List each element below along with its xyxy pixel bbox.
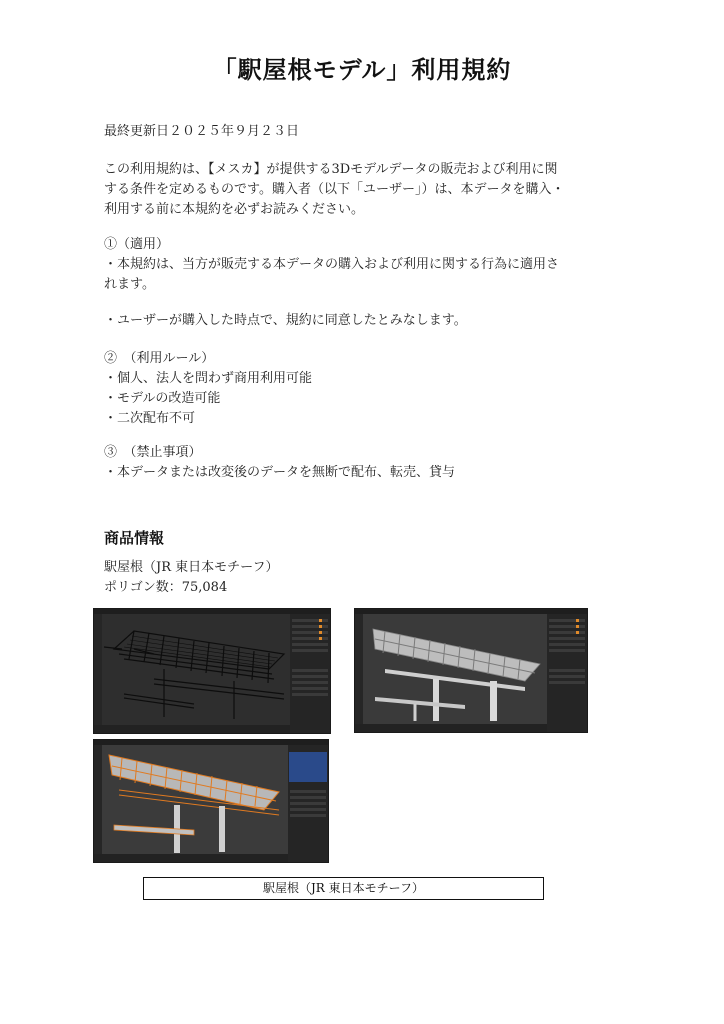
rule-item: ・二次配布不可	[104, 411, 196, 426]
image-caption: 駅屋根（JR 東日本モチーフ）	[143, 877, 544, 900]
product-info-heading: 商品情報	[104, 529, 165, 547]
section-usage-rules	[104, 349, 644, 429]
intro-line: この利用規約は、【メスカ】が提供する3Dモデルデータの販売および利用に関	[104, 162, 558, 177]
section-line: ・本規約は、当方が販売する本データの購入および利用に関する行為に適用さ	[104, 257, 560, 272]
section-application-agreement	[104, 311, 644, 331]
product-name: 駅屋根（JR 東日本モチーフ）	[104, 560, 279, 575]
last-updated-text: 最終更新日２０２５年９月２３日	[104, 124, 300, 139]
section-line: ・ユーザーが購入した時点で、規約に同意したとみなします。	[104, 313, 467, 328]
intro-line: する条件を定めるものです。購入者（以下「ユーザー」）は、本データを購入・	[104, 182, 565, 197]
solid-render-screenshot	[354, 608, 588, 733]
intro-paragraph	[104, 160, 644, 220]
polygon-count: ポリゴン数：75,084	[104, 580, 228, 595]
section-line: れます。	[104, 277, 155, 292]
wireframe-render-screenshot	[93, 608, 331, 734]
rule-item: ・個人、法人を問わず商用利用可能	[104, 371, 313, 386]
last-updated	[104, 122, 644, 142]
rule-item: ・モデルの改造可能	[104, 391, 221, 406]
document-title: 「駅屋根モデル」利用規約	[212, 56, 512, 84]
section-heading: ② （利用ルール）	[104, 351, 215, 366]
section-prohibited	[104, 443, 644, 483]
section-application	[104, 235, 644, 295]
product-info	[104, 558, 644, 598]
section-heading: ①（適用）	[104, 237, 170, 252]
prohibited-item: ・本データまたは改変後のデータを無断で配布、転売、貸与	[104, 465, 456, 480]
selected-edit-mode-screenshot	[93, 739, 329, 863]
intro-line: 利用する前に本規約を必ずお読みください。	[104, 202, 365, 217]
section-heading: ③ （禁止事項）	[104, 445, 202, 460]
